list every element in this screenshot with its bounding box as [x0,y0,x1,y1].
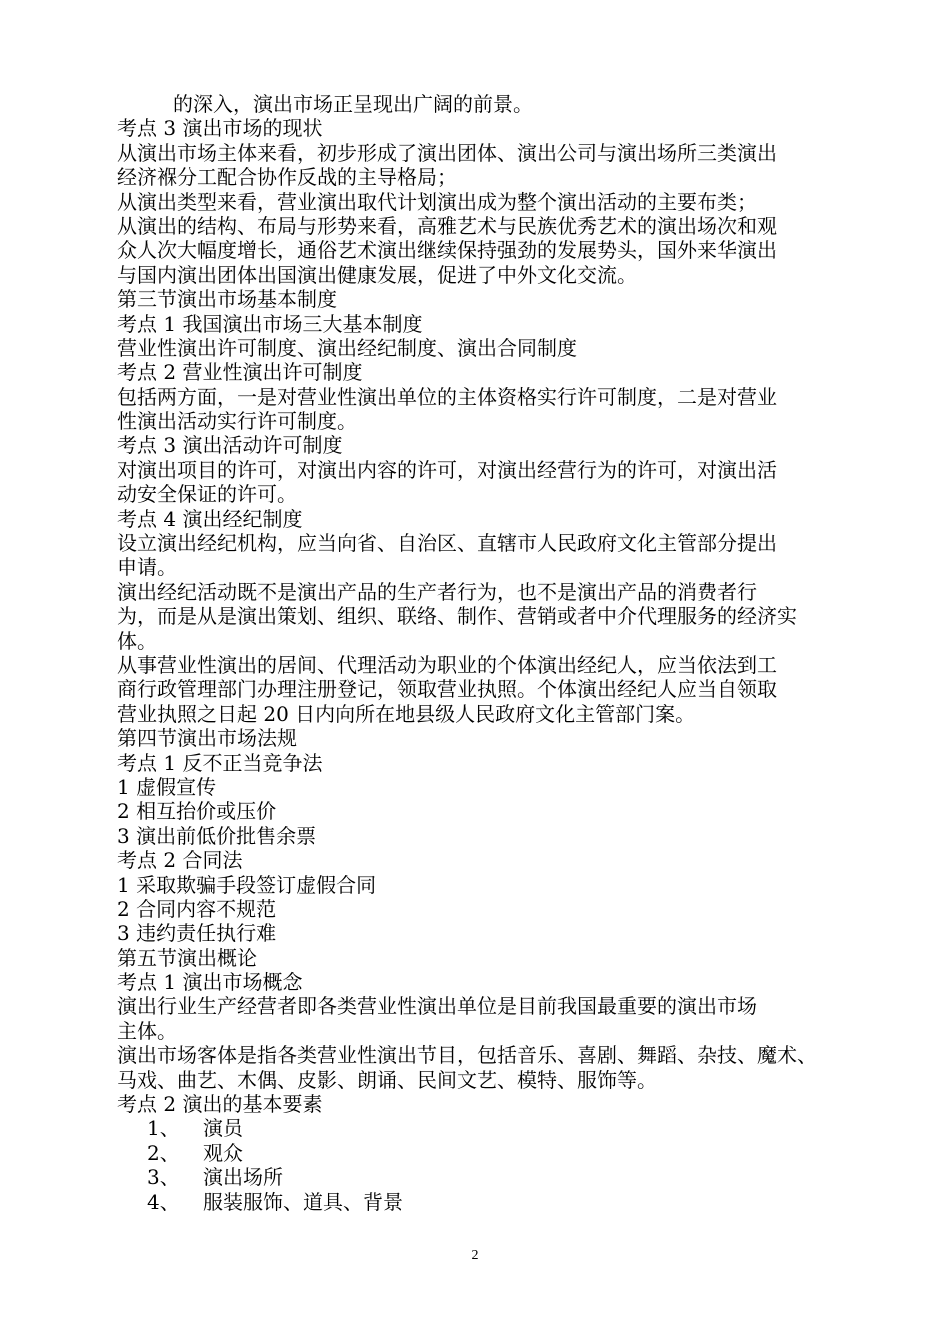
text-line: 从事营业性演出的居间、代理活动为职业的个体演出经纪人，应当依法到工 [117,652,777,677]
text-line: 3 演出前低价批售余票 [117,823,317,848]
text-line: 考点 4 演出经纪制度 [117,506,303,531]
list-item [117,1116,839,1140]
text-line: 2 合同内容不规范 [117,896,277,921]
list-item [117,1165,839,1189]
text-line: 从演出市场主体来看，初步形成了演出团体、演出公司与演出场所三类演出 [117,140,777,165]
text-line: 设立演出经纪机构，应当向省、自治区、直辖市人民政府文化主管部分提出 [117,531,777,556]
text-line: 第四节演出市场法规 [117,726,297,751]
text-line: 与国内演出团体出国演出健康发展，促进了中外文化交流。 [117,262,637,287]
text-line: 演出行业生产经营者即各类营业性演出单位是目前我国最重要的演出市场 [117,994,757,1019]
text-line: 营业性演出许可制度、演出经纪制度、演出合同制度 [117,335,577,360]
text-line: 考点 1 演出市场概念 [117,970,303,995]
text-line: 考点 1 我国演出市场三大基本制度 [117,311,423,336]
page-number: 2 [471,1248,479,1263]
text-line: 1 虚假宣传 [117,774,217,799]
list-item-number: 4、 [147,1189,180,1214]
text-line: 商行政管理部门办理注册登记，领取营业执照。个体演出经纪人应当自领取 [117,677,777,702]
document-body [117,92,839,1214]
list-item-text: 观众 [203,1140,243,1165]
text-line: 营业执照之日起 20 日内向所在地县级人民政府文化主管部门案。 [117,701,696,726]
text-line: 为，而是从是演出策划、组织、联络、制作、营销或者中介代理服务的经济实 [117,604,797,629]
list-item-text: 演员 [203,1116,243,1141]
text-line: 的深入，演出市场正呈现出广阔的前景。 [173,92,533,116]
text-line: 从演出类型来看，营业演出取代计划演出成为整个演出活动的主要布类； [117,189,757,214]
text-line: 演出经纪活动既不是演出产品的生产者行为，也不是演出产品的消费者行 [117,579,757,604]
text-line: 考点 2 营业性演出许可制度 [117,360,363,385]
list-item-text: 服装服饰、道具、背景 [203,1189,403,1214]
text-line: 体。 [117,628,157,653]
text-line: 考点 3 演出市场的现状 [117,116,323,141]
basic-elements-list [117,1116,839,1214]
list-item [117,1141,839,1165]
text-line: 考点 3 演出活动许可制度 [117,433,343,458]
text-line: 对演出项目的许可，对演出内容的许可，对演出经营行为的许可，对演出活 [117,457,777,482]
list-item-text: 演出场所 [203,1165,283,1190]
text-line: 考点 2 合同法 [117,848,243,873]
list-item [117,1190,839,1214]
text-line: 从演出的结构、布局与形势来看，高雅艺术与民族优秀艺术的演出场次和观 [117,213,777,238]
text-line: 演出市场客体是指各类营业性演出节目，包括音乐、喜剧、舞蹈、杂技、魔术、 [117,1043,817,1068]
list-item-number: 1、 [147,1116,180,1141]
list-item-number: 3、 [147,1165,180,1190]
text-line: 1 采取欺骗手段签订虚假合同 [117,872,377,897]
text-line: 3 违约责任执行难 [117,921,277,946]
list-item-number: 2、 [147,1140,180,1165]
text-line: 众人次大幅度增长，通俗艺术演出继续保持强劲的发展势头，国外来华演出 [117,238,777,263]
text-line: 包括两方面，一是对营业性演出单位的主体资格实行许可制度，二是对营业 [117,384,777,409]
text-line: 动安全保证的许可。 [117,482,297,507]
text-line: 第三节演出市场基本制度 [117,287,337,312]
text-line: 主体。 [117,1018,177,1043]
text-line: 申请。 [117,555,177,580]
text-line: 2 相互抬价或压价 [117,799,277,824]
text-line: 考点 2 演出的基本要素 [117,1092,323,1117]
text-line: 考点 1 反不正当竞争法 [117,750,323,775]
text-line: 马戏、曲艺、木偶、皮影、朗诵、民间文艺、模特、服饰等。 [117,1067,657,1092]
text-lines [117,92,839,1116]
text-line: 第五节演出概论 [117,945,257,970]
text-line: 性演出活动实行许可制度。 [117,409,357,434]
text-line: 经济褓分工配合协作反战的主导格局； [117,165,457,190]
